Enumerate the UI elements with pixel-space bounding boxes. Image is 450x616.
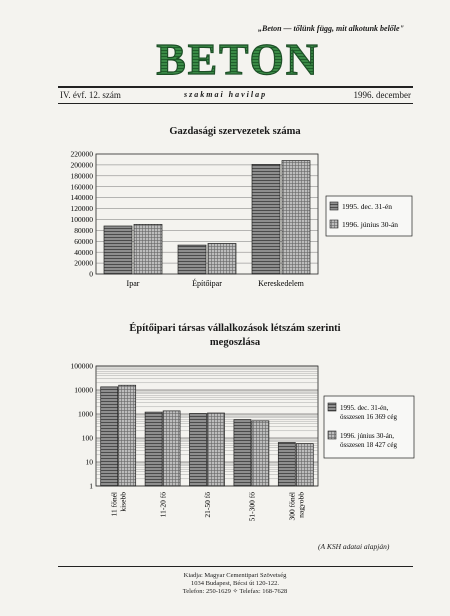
chart2-legend-label: 1995. dec. 31-én, (340, 404, 389, 412)
chart2-title-line1: Építőipari társas vállalkozások létszám szerinti (129, 323, 341, 334)
chart2-xtick-label: nagyobb (296, 492, 306, 518)
chart2-legend-label: összesen 18 427 cég (340, 441, 397, 449)
issue-bar (60, 90, 411, 102)
chart2 (0, 352, 450, 542)
chart1-ytick-label: 160000 (70, 182, 93, 192)
chart1-ytick-label: 200000 (70, 160, 93, 170)
chart1-ytick-label: 140000 (70, 193, 93, 203)
chart2-bar (163, 411, 180, 486)
chart1-bar (282, 161, 310, 274)
chart2-ytick-label: 10 (85, 457, 93, 467)
chart1-title: Gazdasági szervezetek száma (169, 126, 301, 137)
issue-date: 1996. december (353, 90, 411, 100)
chart2-xtick-label: 51-300 fő (247, 492, 257, 522)
footer-address: 1034 Budapest, Bécsi út 120-122. (190, 580, 280, 587)
chart2-title (60, 322, 410, 350)
chart2-ytick-label: 1000 (78, 409, 93, 419)
chart1-ytick-label: 0 (89, 269, 93, 279)
chart1-ytick-label: 40000 (74, 247, 93, 257)
chart1-legend-swatch (330, 202, 338, 210)
chart2-bar (278, 442, 295, 486)
chart2-xtick-label: kisebb (118, 492, 128, 512)
chart1-legend-swatch (330, 220, 338, 228)
chart2-bar (190, 413, 207, 486)
chart1 (0, 140, 450, 300)
chart2-bar (101, 387, 118, 486)
chart1-ytick-label: 100000 (70, 215, 93, 225)
chart2-legend-label: 1996. június 30-án, (340, 432, 395, 440)
footer-publisher: Kiadja: Magyar Cementipari Szövetség (183, 572, 287, 579)
logo-text: BETON (156, 35, 320, 80)
chart2-xtick-label: 11 főnél (109, 492, 119, 517)
chart2-xtick-label: 21-50 fő (203, 492, 212, 518)
issue-number: IV. évf. 12. szám (60, 90, 121, 100)
footer (60, 572, 410, 596)
chart2-xtick-label: 300 főnél (287, 492, 297, 521)
chart2-legend-swatch (328, 431, 336, 439)
chart2-bar (208, 413, 225, 486)
chart1-ytick-label: 20000 (74, 258, 93, 268)
chart2-ytick-label: 10000 (74, 385, 93, 395)
chart2-bar (119, 385, 136, 486)
chart1-legend-label: 1995. dec. 31-én (342, 202, 392, 211)
chart2-ytick-label: 1 (89, 481, 93, 491)
chart2-title-line2: megoszlása (209, 337, 261, 348)
source-note: (A KSH adatai alapján) (318, 542, 390, 551)
chart2-bar (234, 420, 251, 486)
chart1-bar (104, 226, 132, 274)
chart1-xtick-label: Ipar (126, 279, 140, 288)
chart1-bar (252, 164, 280, 274)
chart2-bar (145, 412, 162, 486)
footer-rule (58, 566, 413, 567)
chart1-xtick-label: Kereskedelem (258, 279, 304, 288)
chart1-bar (208, 243, 236, 274)
chart1-ytick-label: 80000 (74, 225, 93, 235)
chart2-bar (252, 421, 269, 486)
chart1-ytick-label: 120000 (70, 204, 93, 214)
chart2-legend-label: összesen 16 369 cég (340, 413, 397, 421)
chart1-bar (178, 245, 206, 274)
chart2-ytick-label: 100000 (70, 361, 93, 371)
footer-contact: Telefon: 250-1629 ✧ Telefax: 168-7628 (182, 588, 288, 595)
chart2-legend-swatch (328, 403, 336, 411)
header-rule-top (58, 86, 413, 88)
chart1-bar (134, 224, 162, 274)
chart1-xtick-label: Építőipar (192, 279, 222, 288)
chart2-xtick-label: 11-20 fő (158, 492, 168, 518)
chart1-ytick-label: 180000 (70, 171, 93, 181)
chart1-ytick-label: 60000 (74, 236, 93, 246)
chart1-legend-label: 1996. június 30-án (342, 220, 399, 229)
header-rule-bottom (58, 103, 413, 104)
chart2-ytick-label: 100 (81, 433, 93, 443)
chart2-bar (296, 444, 313, 486)
beton-logo (140, 34, 336, 80)
publication-type: szakmai havilap (184, 90, 268, 99)
motto: „Beton — tőlünk függ, mit alkotunk belőle" (258, 24, 405, 33)
chart1-ytick-label: 220000 (70, 149, 93, 159)
